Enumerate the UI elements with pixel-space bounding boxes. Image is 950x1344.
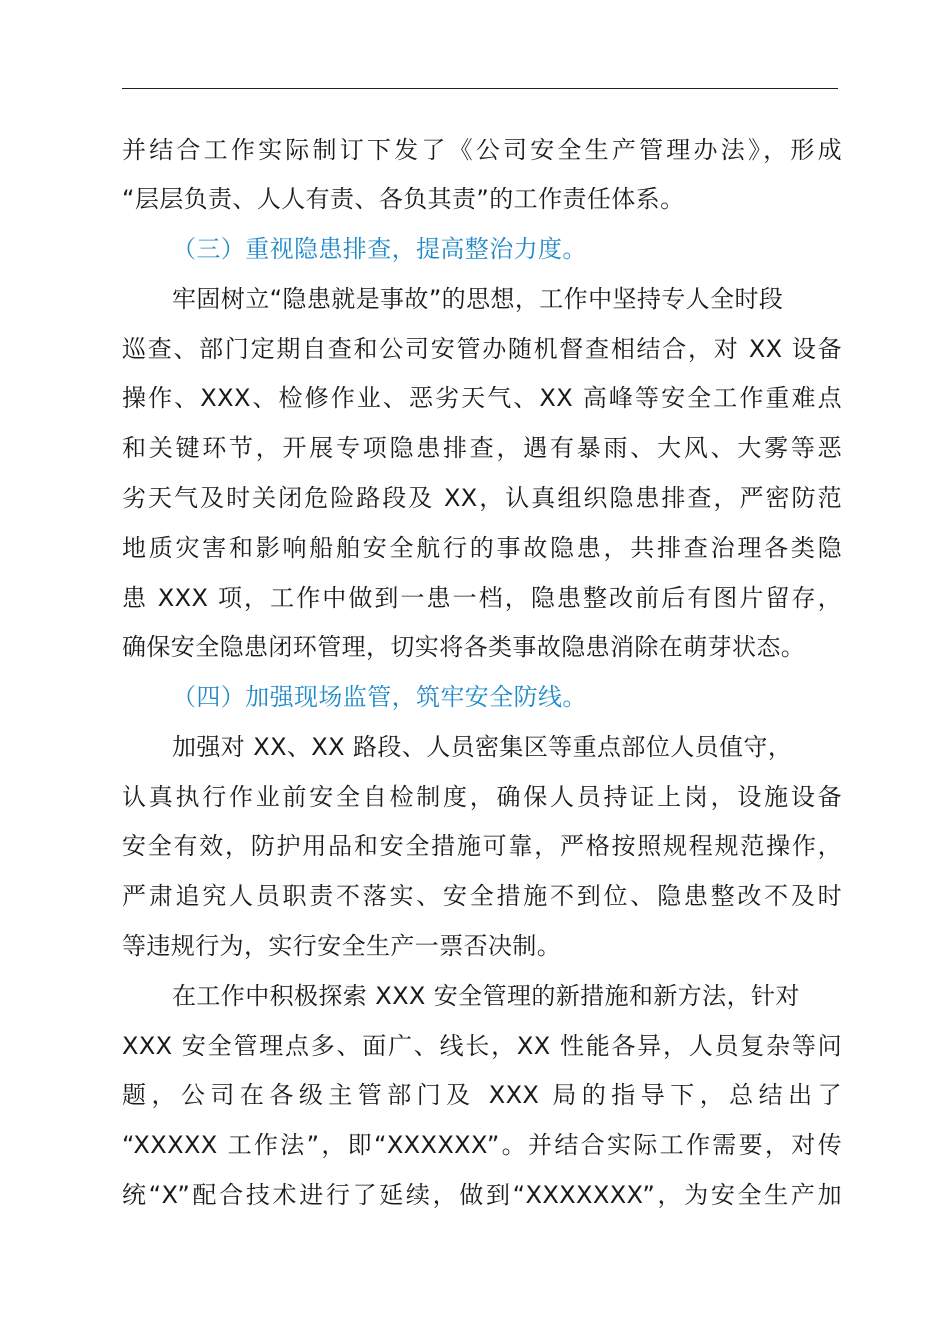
paragraph-line: “层层负责、人人有责、各负其责”的工作责任体系。 [122,185,685,213]
paragraph-line: 和关键环节，开展专项隐患排查，遇有暴雨、大风、大雾等恶 [122,434,842,462]
paragraph-line: 加强对 XX、XX 路段、人员密集区等重点部位人员值守， [172,733,793,761]
paragraph-line: 巡查、部门定期自查和公司安管办随机督查相结合，对 XX 设备 [122,335,842,363]
paragraph-line: 在工作中积极探索 XXX 安全管理的新措施和新方法，针对 [172,982,800,1010]
paragraph-line: 统“X”配合技术进行了延续，做到“XXXXXXX”，为安全生产加 [122,1181,842,1209]
paragraph-line: 地质灾害和影响船舶安全航行的事故隐患，共排查治理各类隐 [122,534,842,562]
section-heading-4: （四）加强现场监管，筑牢安全防线。 [172,683,587,711]
paragraph-line: 患 XXX 项，工作中做到一患一档，隐患整改前后有图片留存， [122,584,842,612]
paragraph-line: XXX 安全管理点多、面广、线长，XX 性能各异，人员复杂等问 [122,1032,842,1060]
paragraph-line: 严肃追究人员职责不落实、安全措施不到位、隐患整改不及时 [122,882,842,910]
paragraph-line: 牢固树立“隐患就是事故”的思想，工作中坚持专人全时段 [172,285,784,313]
paragraph-line: 确保安全隐患闭环管理，切实将各类事故隐患消除在萌芽状态。 [122,633,806,661]
header-rule [122,88,838,89]
paragraph-line: 操作、XXX、检修作业、恶劣天气、XX 高峰等安全工作重难点 [122,384,842,412]
paragraph-line: 安全有效，防护用品和安全措施可靠，严格按照规程规范操作， [122,832,842,860]
paragraph-line: 题，公司在各级主管部门及 XXX 局的指导下，总结出了 [122,1081,842,1109]
paragraph-line: 劣天气及时关闭危险路段及 XX，认真组织隐患排查，严密防范 [122,484,842,512]
paragraph-line: 并结合工作实际制订下发了《公司安全生产管理办法》，形成 [122,136,842,164]
paragraph-line: 认真执行作业前安全自检制度，确保人员持证上岗，设施设备 [122,783,842,811]
paragraph-line: 等违规行为，实行安全生产一票否决制。 [122,932,562,960]
paragraph-line: “XXXXX 工作法”，即“XXXXXX”。并结合实际工作需要，对传 [122,1131,842,1159]
section-heading-3: （三）重视隐患排查，提高整治力度。 [172,235,587,263]
